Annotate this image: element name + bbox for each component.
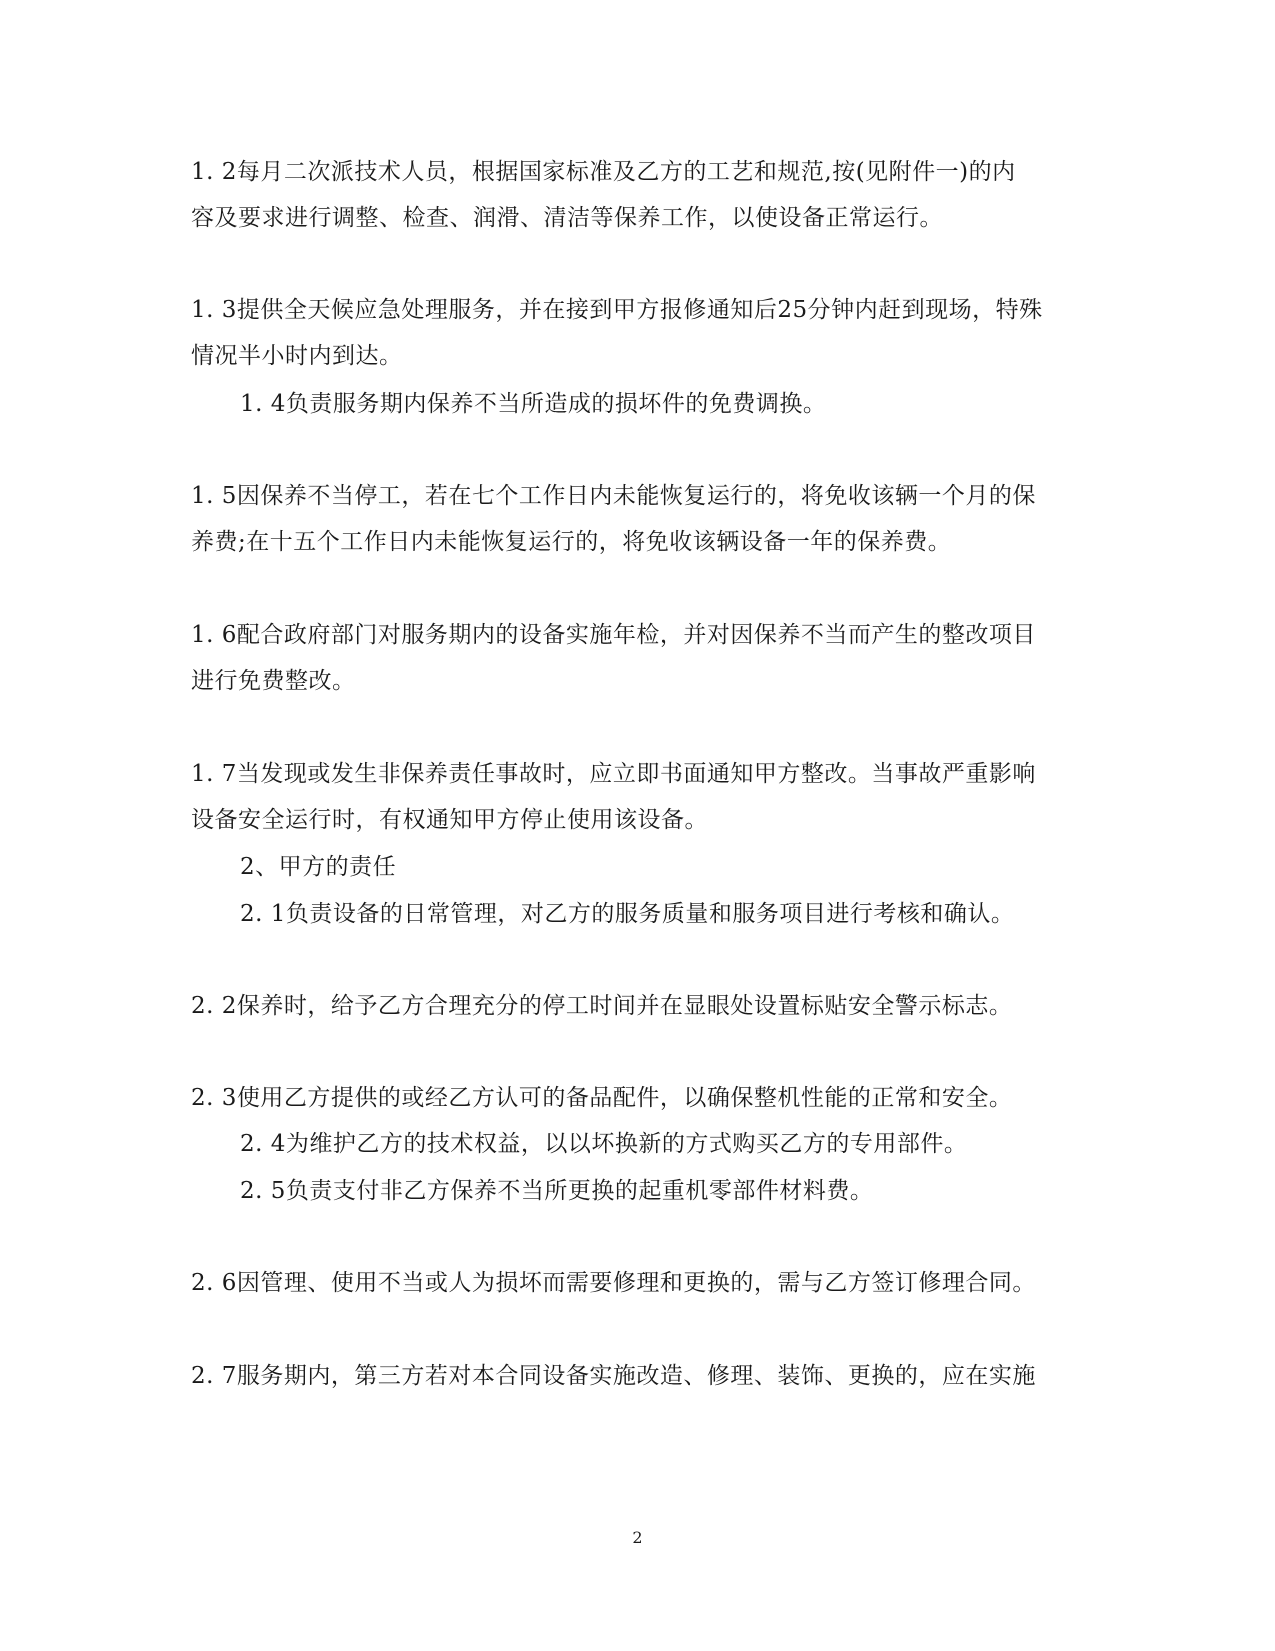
page-number: 2 — [632, 1528, 643, 1547]
text-line-1-2b: 容及要求进行调整、检查、润滑、清洁等保养工作，以使设备正常运行。 — [191, 205, 943, 231]
text-line-1-5a: 1. 5因保养不当停工，若在七个工作日内未能恢复运行的，将免收该辆一个月的保 — [191, 483, 1036, 509]
text-line-1-4: 1. 4负责服务期内保养不当所造成的损坏件的免费调换。 — [240, 391, 827, 417]
text-line-1-5b: 养费;在十五个工作日内未能恢复运行的，将免收该辆设备一年的保养费。 — [191, 529, 952, 555]
text-line-2-7: 2. 7服务期内，第三方若对本合同设备实施改造、修理、装饰、更换的，应在实施 — [191, 1363, 1036, 1389]
text-line-1-6b: 进行免费整改。 — [191, 668, 356, 694]
text-line-1-2a: 1. 2每月二次派技术人员，根据国家标准及乙方的工艺和规范,按(见附件一)的内 — [191, 159, 1016, 185]
text-line-2-1: 2. 1负责设备的日常管理，对乙方的服务质量和服务项目进行考核和确认。 — [240, 901, 1015, 927]
text-line-1-7a: 1. 7当发现或发生非保养责任事故时，应立即书面通知甲方整改。当事故严重影响 — [191, 761, 1036, 787]
text-line-2-2: 2. 2保养时，给予乙方合理充分的停工时间并在显眼处设置标贴安全警示标志。 — [191, 993, 1013, 1019]
text-line-1-3b: 情况半小时内到达。 — [191, 343, 403, 369]
text-line-1-7b: 设备安全运行时，有权通知甲方停止使用该设备。 — [191, 807, 708, 833]
text-line-2-6: 2. 6因管理、使用不当或人为损坏而需要修理和更换的，需与乙方签订修理合同。 — [191, 1270, 1036, 1296]
section-heading-party-a: 2、甲方的责任 — [240, 854, 397, 880]
text-line-2-4: 2. 4为维护乙方的技术权益，以以坏换新的方式购买乙方的专用部件。 — [240, 1131, 968, 1157]
text-line-1-3a: 1. 3提供全天候应急处理服务，并在接到甲方报修通知后25分钟内赶到现场，特殊 — [191, 297, 1043, 323]
text-line-2-3: 2. 3使用乙方提供的或经乙方认可的备品配件，以确保整机性能的正常和安全。 — [191, 1085, 1013, 1111]
text-line-2-5: 2. 5负责支付非乙方保养不当所更换的起重机零部件材料费。 — [240, 1178, 874, 1204]
text-line-1-6a: 1. 6配合政府部门对服务期内的设备实施年检，并对因保养不当而产生的整改项目 — [191, 622, 1036, 648]
